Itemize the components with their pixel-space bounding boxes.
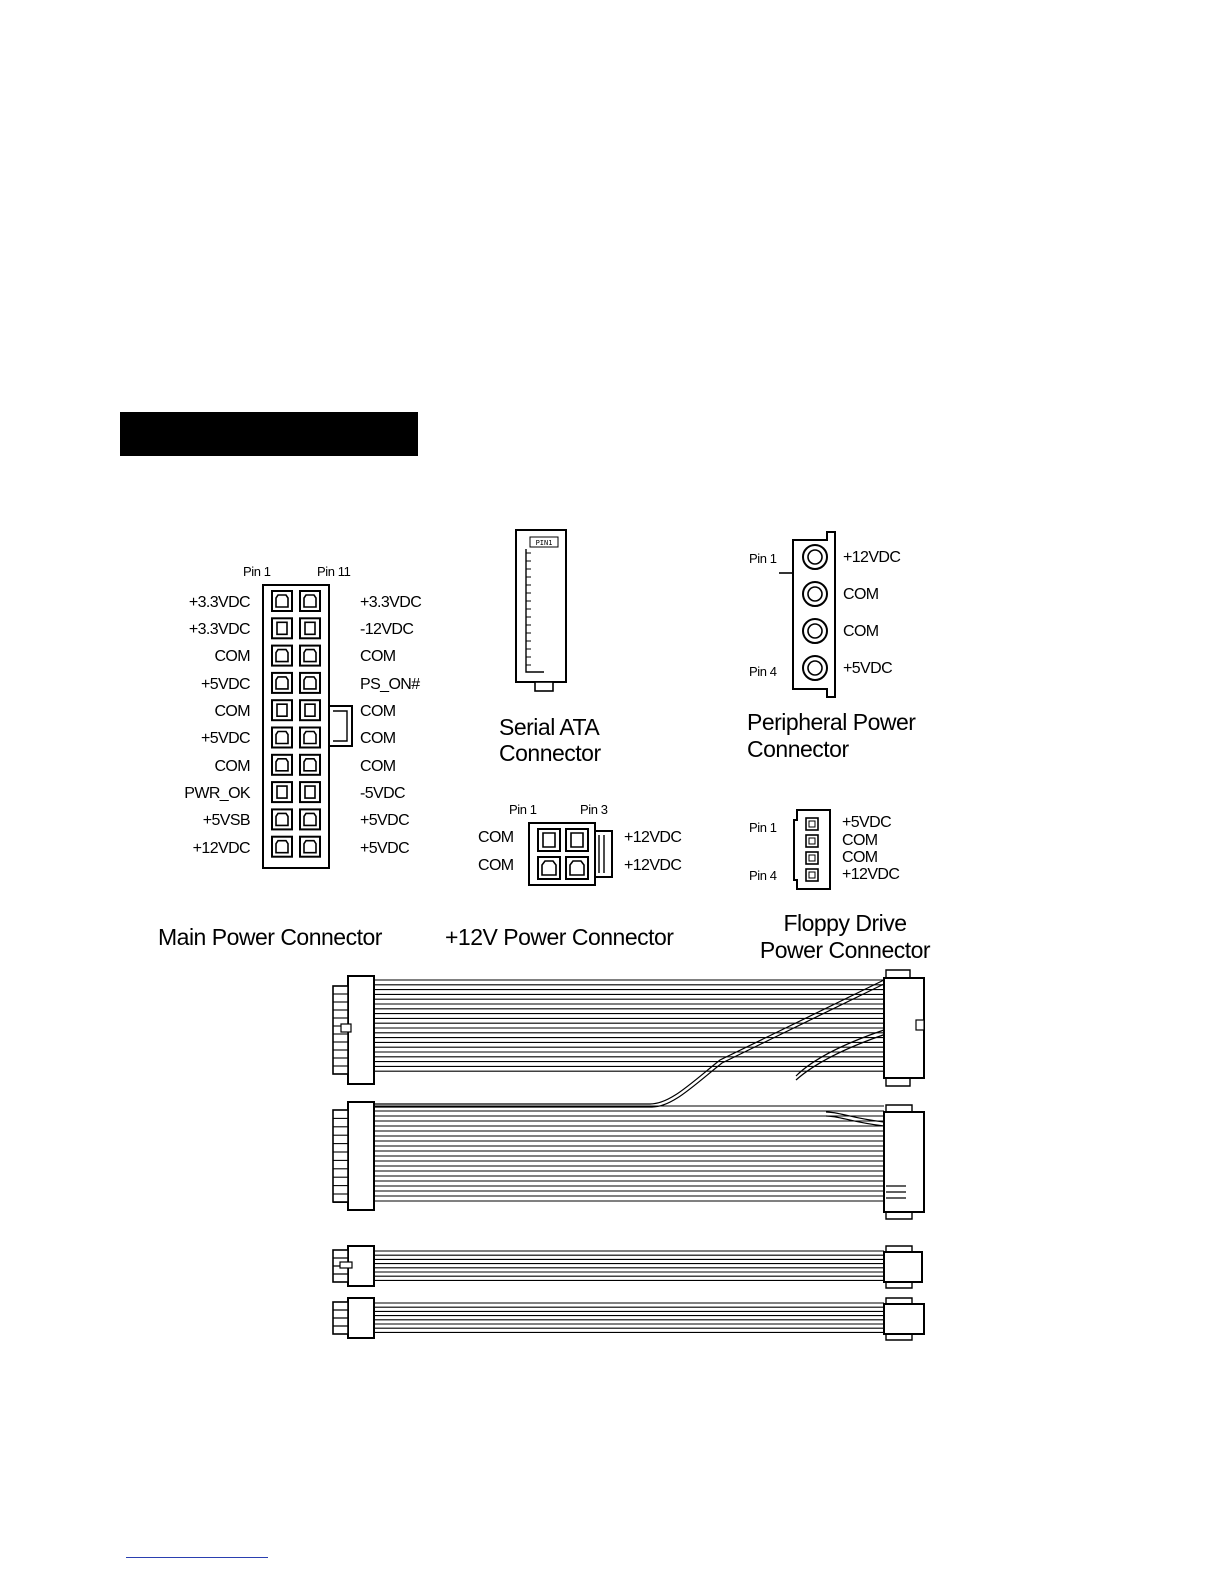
main-left-label: COM [214,648,250,665]
v12-left-label: COM [478,829,514,846]
v12-pin3-label: Pin 3 [580,802,608,817]
main-right-label: COM [360,648,396,665]
main-connector-caption: Main Power Connector [158,924,382,950]
main-right-label: -12VDC [360,621,414,638]
main-right-label: COM [360,730,396,747]
v12-right-label: +12VDC [624,857,682,874]
main-left-label: +5VSB [202,812,250,829]
sata-caption-line1: Serial ATA [499,714,600,740]
main-right-label: COM [360,758,396,775]
floppy-pin4-label: Pin 4 [749,868,777,883]
main-right-label: PS_ON# [360,676,420,693]
main-cable-lower [333,1102,924,1219]
floppy-label: +12VDC [842,866,900,883]
peripheral-caption-line2: Connector [747,736,849,762]
v12-left-label: COM [478,857,514,874]
main-left-label: COM [214,703,250,720]
floppy-pin1-label: Pin 1 [749,820,777,835]
main-pin1-label: Pin 1 [243,564,271,579]
v12-right-label: +12VDC [624,829,682,846]
peripheral-label: +12VDC [843,549,901,566]
main-right-label: +5VDC [360,840,410,857]
floppy-caption-line2: Power Connector [759,937,931,963]
main-right-label: COM [360,703,396,720]
main-left-label: +5VDC [200,676,250,693]
v12-pin1-label: Pin 1 [509,802,537,817]
peripheral-pin4-label: Pin 4 [749,664,777,679]
main-left-label: +3.3VDC [188,621,250,638]
floppy-label: COM [842,832,878,849]
peripheral-label: COM [843,586,879,603]
peripheral-label: +5VDC [843,660,893,677]
v12-caption: +12V Power Connector [445,924,674,950]
main-left-label: +3.3VDC [188,594,250,611]
floppy-caption-line1: Floppy Drive [783,910,907,936]
main-right-label: +3.3VDC [360,594,422,611]
v12-cable-upper [333,1246,922,1288]
main-left-label: COM [214,758,250,775]
main-left-label: +12VDC [192,840,250,857]
sata-caption-line2: Connector [499,740,601,766]
main-pin11-label: Pin 11 [317,564,351,579]
sata-pin1-tag: PIN1 [535,539,553,547]
footer-link-underline [126,1557,268,1558]
main-right-label: -5VDC [360,785,406,802]
main-left-label: PWR_OK [184,785,250,802]
peripheral-label: COM [843,623,879,640]
peripheral-caption-line1: Peripheral Power [747,709,916,735]
main-right-label: +5VDC [360,812,410,829]
v12-cable-lower [333,1298,924,1340]
floppy-label: COM [842,849,878,866]
main-cable-upper [333,970,924,1107]
peripheral-pin1-label: Pin 1 [749,551,777,566]
floppy-label: +5VDC [842,814,892,831]
main-left-label: +5VDC [200,730,250,747]
